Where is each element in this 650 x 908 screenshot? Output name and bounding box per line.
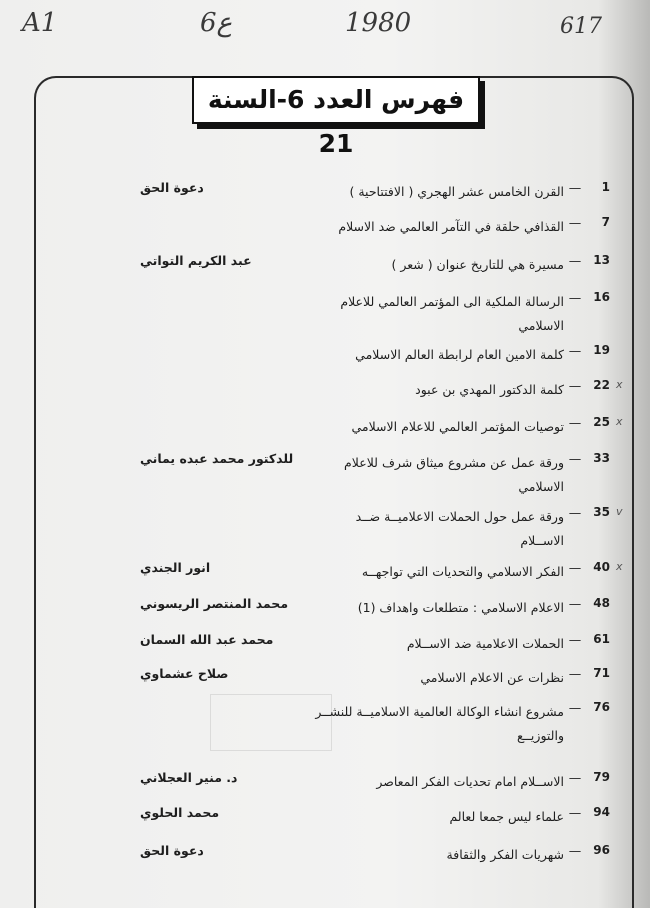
handwritten-page-number: 617 [560, 14, 602, 39]
entry-page-number: 76 [593, 700, 610, 714]
entry-author: محمد المنتصر الريسوني [140, 596, 289, 611]
entry-title: القرن الخامس عشر الهجري ( الافتتاحية ) [349, 184, 564, 199]
entry-title: الرسالة الملكية الى المؤتمر العالمي للاعلام الاسلامي [340, 294, 564, 333]
entry-dash: — [568, 253, 582, 268]
entry-page-number: 22 [593, 378, 610, 392]
entry-title: الاســلام امام تحديات الفكر المعاصر [376, 774, 564, 789]
handwritten-ref: A1 [22, 8, 58, 38]
entry-dash: — [568, 632, 582, 647]
entry-title: علماء ليس جمعا لعالم [449, 809, 564, 824]
entry-dash: — [568, 596, 582, 611]
entry-dash: — [568, 378, 582, 393]
entry-author: د. منير العجلاني [140, 770, 238, 785]
entry-page-number: 13 [593, 253, 610, 267]
entry-title: كلمة الامين العام لرابطة العالم الاسلامي [355, 347, 564, 362]
entry-dash: — [568, 180, 582, 195]
entry-page-number: 79 [593, 770, 610, 784]
entry-title: مسيرة هي للتاريخ عنوان ( شعر ) [391, 257, 564, 272]
entry-title: مشروع انشاء الوكالة العالمية الاسلاميــة للنشــر والتوزيــع [315, 704, 564, 743]
entry-page-number: 61 [593, 632, 610, 646]
entry-page-number: 48 [593, 596, 610, 610]
entry-page-number: 96 [593, 843, 610, 857]
page-title: فهرس العدد 6-السنة 21 [192, 76, 480, 124]
entry-dash: — [568, 343, 582, 358]
entry-page-number: 40 [593, 560, 610, 574]
entry-dash: — [568, 805, 582, 820]
entry-author: دعوة الحق [140, 843, 204, 858]
entry-page-number: 16 [593, 290, 610, 304]
entry-page-number: 25 [593, 415, 610, 429]
entry-title: كلمة الدكتور المهدي بن عبود [415, 382, 564, 397]
entry-author: محمد الحلوي [140, 805, 220, 820]
entry-dash: — [568, 505, 582, 520]
entry-page-number: 71 [593, 666, 610, 680]
entry-page-number: 7 [601, 215, 610, 229]
entry-title: الاعلام الاسلامي : متطلعات واهداف (1) [357, 600, 564, 615]
entry-page-number: 1 [601, 180, 610, 194]
entry-page-number: 19 [593, 343, 610, 357]
entry-title: الفكر الاسلامي والتحديات التي تواجهــه [361, 564, 564, 579]
entry-dash: — [568, 666, 582, 681]
entry-dash: — [568, 290, 582, 305]
entry-title: توصيات المؤتمر العالمي للاعلام الاسلامي [351, 419, 564, 434]
entry-page-number: 35 [593, 505, 610, 519]
entry-page-number: 94 [593, 805, 610, 819]
entry-title: الحملات الاعلامية ضد الاســلام [406, 636, 564, 651]
entry-title: ورقة عمل حول الحملات الاعلاميــة ضــد الاســلام [355, 509, 564, 548]
entry-title: نظرات عن الاعلام الاسلامي [420, 670, 564, 685]
entry-dash: — [568, 560, 582, 575]
margin-mark: x [616, 378, 623, 391]
entry-dash: — [568, 770, 582, 785]
entry-author: للدكتور محمد عبده يماني [140, 451, 294, 466]
entry-title: القذافي حلقة في التآمر العالمي ضد الاسلام [338, 219, 564, 234]
entry-title: ورقة عمل عن مشروع ميثاق شرف للاعلام الاسلامي [344, 455, 564, 494]
entry-dash: — [568, 843, 582, 858]
entry-page-number: 33 [593, 451, 610, 465]
entry-dash: — [568, 700, 582, 715]
entry-author: دعوة الحق [140, 180, 204, 195]
entry-dash: — [568, 215, 582, 230]
margin-mark: x [616, 415, 623, 428]
handwritten-issue: 6ع [200, 8, 233, 38]
entry-dash: — [568, 415, 582, 430]
entry-author: محمد عبد الله السمان [140, 632, 274, 647]
entry-dash: — [568, 451, 582, 466]
entry-title: شهريات الفكر والثقافة [446, 847, 564, 862]
margin-mark: x [616, 560, 623, 573]
handwritten-year: 1980 [345, 8, 412, 38]
margin-mark: v [616, 505, 623, 518]
entry-author: عبد الكريم التواتي [140, 253, 252, 268]
entry-author: انور الجندي [140, 560, 211, 575]
entry-author: صلاح عشماوي [140, 666, 229, 681]
